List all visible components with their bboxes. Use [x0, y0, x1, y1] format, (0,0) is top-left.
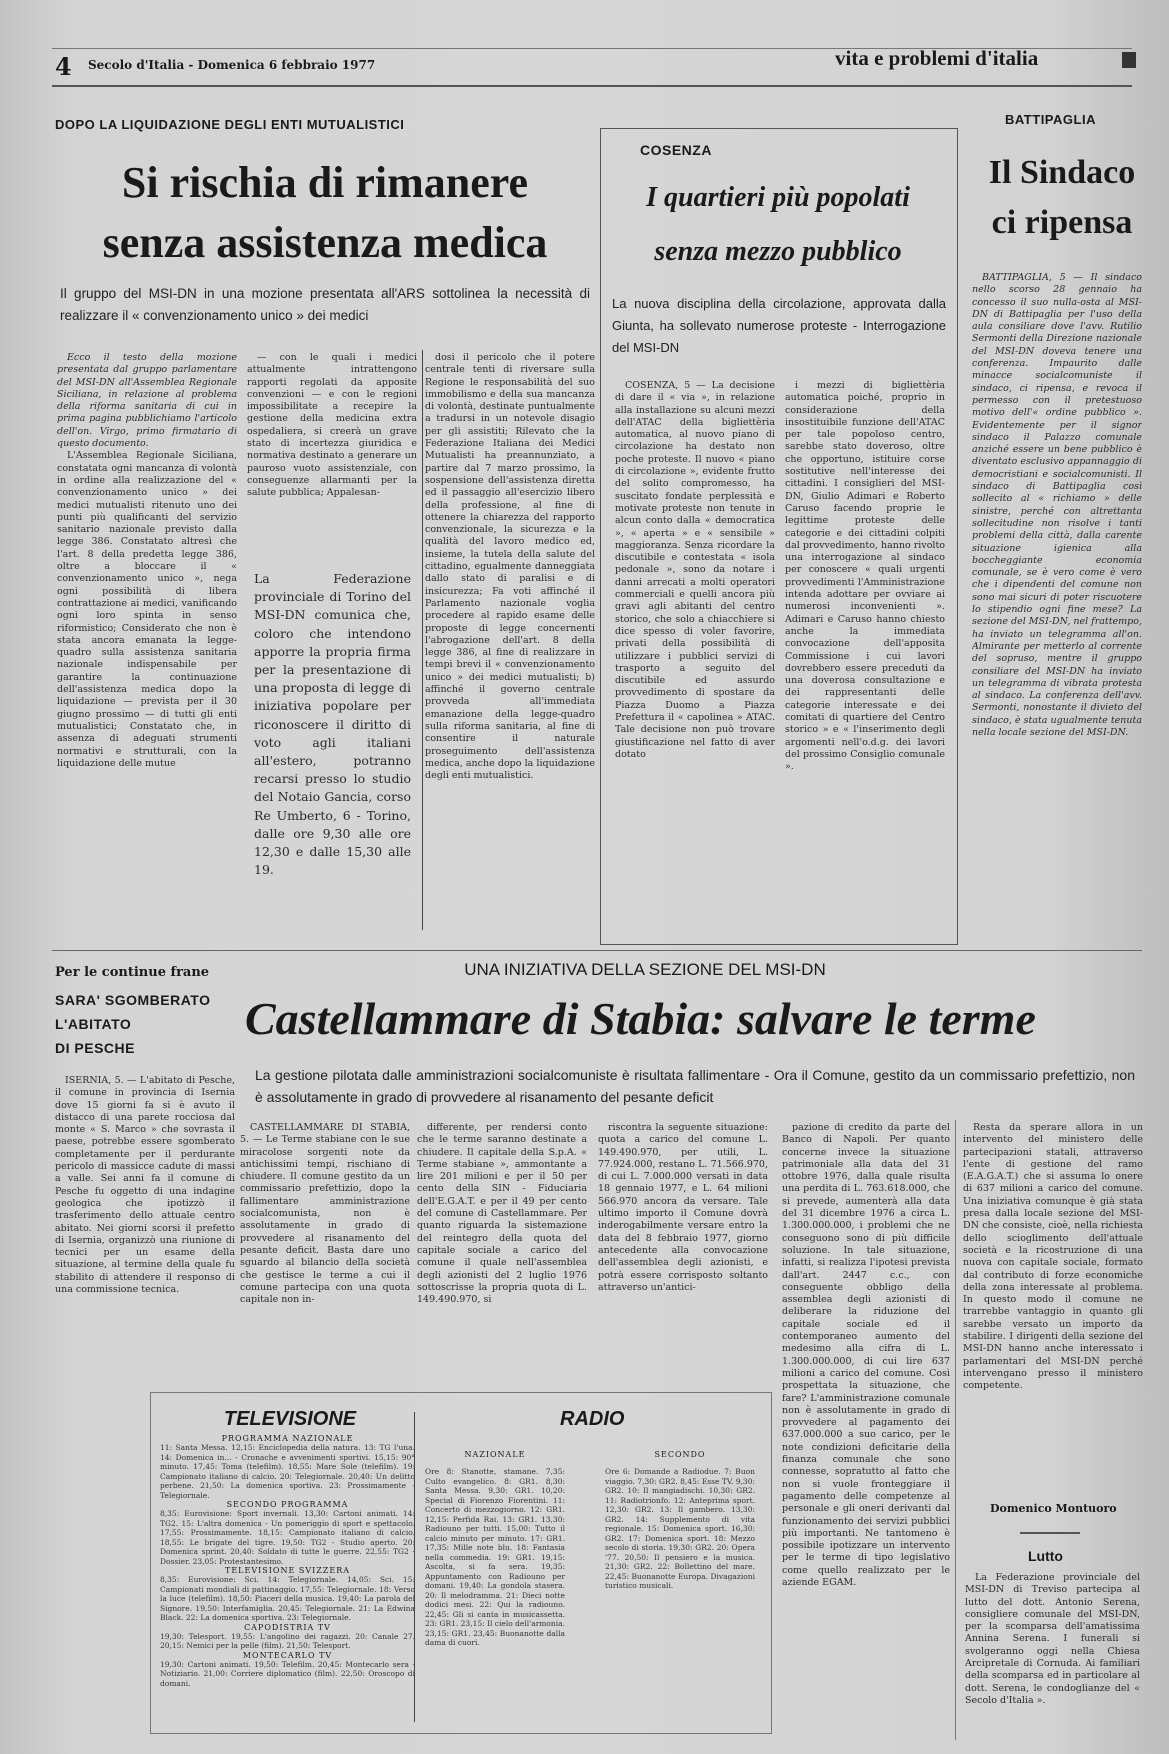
column-divider — [422, 350, 423, 930]
tv-section-name: CAPODISTRIA TV — [244, 1622, 331, 1632]
cosenza-body-1: COSENZA, 5 — La decisione di dare il « via », in relazione alla installazione su alcuni mezzi dell'ATAC della bigliettèria automatica, al nuovo piano di circolazione ha destato non poche proteste. Il nuovo « piano di circolazione », evidente frutto del solito compromesso, ha suscitato fondate perplessità e motivate proteste non tenute in alcun conto dalla « democratica », « aperta » e « sensibile » maggioranza. Senza ricordare la discutibile e contestata « isola pedonale », sono da notare i danni arrecati a molti operatori commerciali e quelli ancora più gravi agli abitanti del centro storico, che solo a chiacchiere si dice spesso di voler favorire, privati della possibilità di utilizzare i pubblici servizi di trasporto a seguito del discutibile ed assurdo provvedimento di spostare da Piazza Duomo a Piazza Prefettura il « capolinea » ATAC. Tale decisione non può trovare giustificazione nel fatto di aver dotato — [615, 380, 775, 760]
medical-kicker: DOPO LA LIQUIDAZIONE DEGLI ENTI MUTUALISTICI — [55, 117, 405, 132]
radio-nazionale-text: Ore 8: Stanotte, stamane. 7,35: Culto evangelico. 8: GR1. 8,30: Santa Messa. 9,30: GR1. 10,20: Special di Fiorenzo Fiorentini. 11: Concerto di mezzogiorno. 12: GR1. 12,15: Perfida Rai. 13: GR1. 13,30: Radiouno per tutti. 15,00: Tutto il calcio minuto per minuto. 17: GR1. 17,35: Mille note blu. 18: Fantasia nella commedia. 19: GR1. 19,15: Ascolta, si fa sera. 19,35: Appuntamento con Radiouno per domani. 19,40: La gondola stasera. 20: Il melodramma. 21: Dieci notte dodici mesi. 22: Qui la radiouno. 22,45: Gli si canta in musicassetta. 23: GR1. 23,15: Il cielo dell'armonia. 23,15: GR1. 23,45: Buonanotte dalla dama di cuori. — [425, 1467, 565, 1647]
stabia-body-1: CASTELLAMMARE DI STABIA, 5. — Le Terme stabiane con le sue miracolose sorgenti note da antichissimi tempi, rischiano di chiudere. Il comune gestito da un commissario prefettizio, dopo la fallimentare amministrazione socialcomunista, non è assolutamente in grado di provvedere al risanamento del pesante deficit. Basta dare uno sguardo al bilancio della società che gestisce le terme a cui il comune partecipa con una quota capitale non in- — [240, 1122, 410, 1306]
stabia-column-1 — [240, 1122, 410, 1377]
newspaper-dateline: Secolo d'Italia - Domenica 6 febbraio 1977 — [88, 58, 376, 72]
radio-secondo-text: Ore 6: Domande a Radiodue. 7: Buon viaggio. 7,30: GR2. 8,45: Esse TV. 9,30: GR2. 10: Il mangiadischi. 10,30: GR2. 11: Radiotrionfo. 12: Anteprima sport. 12,30: GR2. 13: Il gambero. 13,30: GR2. 14: Supplemento di vita regionale. 15: Domenica sport. 16,30: GR2. 17: Domenica sport. 18: Mezzo secolo di storia. 19,30: GR2. 20: Opera '77. 20,50: Il pensiero e la musica. 21,30: GR2. 22: Bollettino del mare. 22,45: Buonanotte Europa. Divagazioni turistico musicali. — [605, 1467, 755, 1590]
stabia-column-5 — [963, 1122, 1143, 1497]
medical-column-1 — [57, 352, 237, 932]
torino-notice-box — [250, 558, 415, 928]
tv-section-text: 19,30: Cartoni animati. 19,50: Telefilm. 20,45: Montecarlo sera - Notiziario. 21,00: Corriere diplomatico (film). 22,50: Oroscopo di domani. — [160, 1659, 415, 1688]
medical-body-1: L'Assemblea Regionale Siciliana, constatata ogni mancanza di volontà in ordine alla realizzazione del « convenzionamento unico » dei medici mutualisti ritenuto uno dei punti più qualificanti del servizio sanitario nazionale previsto dalla legge 386. Constatato altresì che l'art. 8 della predetta legge 386, oltre a bloccare il « convenzionamento unico », nega ogni possibilità di libera contrattazione ai medici, vanificando ogni loro spinta in senso riformistico; Considerato che non è stata ancora emanata la legge-quadro sulla assistenza sanitaria nazionale indispensabile per garantire la continuazione dell'assistenza medica dopo la liquidazione — prevista per il 30 giugno prossimo — di tutti gli enti mutualistici; Constatato che, in assenza di adeguati strumenti normativi e strutturali, con la liquidazione delle mutue — [57, 450, 237, 769]
lutto-body-column — [965, 1572, 1140, 1732]
cosenza-headline-line2: senza mezzo pubblico — [654, 236, 902, 267]
tv-section-text: 8,35: Eurovisione: Sport invernali. 13,30: Cartoni animati. 14: TG2. 15: L'altra domenica - Un pomeriggio di sport e spettacolo. 17,55: Prossimamente. 18,15: Campionato italiano di calcio. 18,55: Le brigate del tigre. 19,50: TG2 - Studio aperto. 20: Domenica sprint. 20,40: Soldato di tutte le guerre. 22,55: TG2 - Dossier. 23,05: Protestantesimo. — [160, 1509, 415, 1566]
medical-column-2 — [247, 352, 417, 552]
battipaglia-headline-line2: ci ripensa — [991, 204, 1133, 241]
page-number: 4 — [55, 52, 72, 81]
column-divider-right — [955, 1120, 956, 1740]
pesche-body-column — [55, 1075, 235, 1380]
stabia-headline: Castellammare di Stabia: salvare le terme — [245, 993, 1036, 1044]
tv-section-name: SECONDO PROGRAMMA — [226, 1500, 349, 1509]
medical-headline-line1: Si rischia di rimanere — [121, 158, 529, 207]
medical-intro: Ecco il testo della mozione presentata dal gruppo parlamentare del MSI-DN all'Assemblea Regionale Siciliana, in relazione al problema della riforma sanitaria di cui in prima pagina pubblichiamo l'articolo dell'on. Virgo, primo firmatario di questo documento. — [57, 352, 237, 450]
tv-section-name: MONTECARLO TV — [242, 1650, 333, 1660]
section-divider-rule — [52, 950, 1142, 951]
tv-section-text: 11: Santa Messa. 12,15: Enciclopedia della natura. 13: TG l'una. 14: Domenica in... - Cronache e avvenimenti sportivi. 15,15: 90° minuto. 17,45: Toma (telefilm). 18,55: Mare Sole (telefilm). 19: Campionato italiano di calcio. 20: Telegiornale. 20,40: Un delitto perbene. 21,50: La domenica sportiva. 23: Prossimamente - Telegiornale. — [160, 1443, 415, 1500]
stabia-body-2: differente, per rendersi conto che le terme saranno destinate a chiudere. Il capitale della S.p.A. « Terme stabiane », ammontante a lire 201 milioni e per il 50 per cento della SIN - Fiduciaria dell'E.G.A.T. e per il 49 per cento del comune di Castellammare. Per quanto riguarda la sistemazione del reintegro della quota del capitale sociale a carico del comune il quale nell'assemblea degli azionisti del 2 luglio 1976 sottoscrisse la propria quota di L. 149.490.970, si — [417, 1122, 587, 1306]
stabia-body-4: pazione di credito da parte del Banco di Napoli. Per quanto concerne invece la situazione patrimoniale alla data del 31 ottobre 1976, dalla quale risulta una perdita di L. 763.618.000, che si prevede, aumenterà alla data del 31 dicembre 1976 a circa L. 1.300.000.000, i problemi che ne conseguono sono di più difficile soluzione. In tale situazione, infatti, si realizza l'ipotesi prevista dall'art. 2447 c.c., con conseguente obbligo della assemblea degli azionisti di deliberare la riduzione del capitale sociale ed il contemporaneo aumento del medesimo alla cifra di L. 1.300.000.000, di cui lire 637 milioni a carico del comune. Così prospettata la situazione, che fare? L'amministrazione comunale non è assolutamente in grado di provvedere al pagamento dei 637.000.000 a suo carico, per le note condizioni deficitarie della finanza comunale che sono connesse, sopratutto al fatto che non si vuole fronteggiare il pagamento delle competenze al personale e gli oneri derivanti dal funzionamento dei servizi pubblici più importanti. Ne tantomeno è possibile ipotizzare un intervento per le terme di tipo legislativo come quello realizzato per le aziende EGAM. — [782, 1122, 950, 1588]
radio-secondo — [605, 1450, 755, 1717]
stabia-column-2 — [417, 1122, 587, 1377]
lutto-title: Lutto — [1028, 1548, 1063, 1564]
pesche-headline-line1: SARA' SGOMBERATO — [55, 992, 211, 1008]
tv-section-text: 19,30: Telesport. 19,55: L'angolino dei ragazzi. 20: Canale 27. 20,15: Nemici per la pelle (film). 21,50: Telesport. — [160, 1631, 415, 1650]
stabia-kicker: UNA INIZIATIVA DELLA SEZIONE DEL MSI-DN — [464, 960, 826, 979]
tv-title: TELEVISIONE — [223, 1408, 357, 1430]
stabia-body-3: riscontra la seguente situazione: quota a carico del comune L. 149.490.970, per utili, L. 77.924.000, restano L. 71.566.970, di cui L. 7.000.000 versati in data 18 gennaio 1977, e L. 64 milioni 566.970 ancora da versare. Tale ultimo importo il Comune dovrà inderogabilmente versare entro la data del 8 febbraio 1977, giorno antecedente alla convocazione dell'assemblea degli azionisti, e potrà essere corrisposto soltanto attraverso un'antici- — [598, 1122, 768, 1293]
tv-listings — [160, 1434, 415, 1688]
battipaglia-headline-line1: Il Sindaco — [988, 154, 1136, 191]
tv-section-name: TELEVISIONE SVIZZERA — [224, 1566, 351, 1575]
pesche-headline-line2: L'ABITATO — [55, 1016, 132, 1032]
cosenza-column-2 — [785, 380, 945, 935]
torino-notice-text: La Federazione provinciale di Torino del MSI-DN comunica che, coloro che intendono apporre la propria firma per la presentazione di una proposta di legge di iniziativa popolare per riconoscere il diritto di voto agli italiani all'estero, potranno recarsi presso lo studio del Notaio Gancia, corso Re Umberto, 6 - Torino, dalle ore 9,30 alle ore 12,30 e dalle 15,30 alle 19. — [254, 571, 411, 878]
stabia-column-3 — [598, 1122, 768, 1377]
cosenza-body-2: i mezzi di bigliettèria automatica poiché, proprio in considerazione della insostituibile funzione dell'ATAC per tale popoloso centro, sarebbe stato doveroso, oltre che opportuno, istituire corse sostitutive nell'interesse dei cittadini. I consiglieri del MSI-DN, Giulio Adimari e Roberto Caruso facendo proprie le legittime proteste delle categorie e dei cittadini colpiti dal provvedimento, hanno rivolto una interrogazione al sindaco per conoscere « quali urgenti provvedimenti l'Amministrazione intenda adottare per ovviare ai numerosi inconvenienti ». Adimari e Caruso hanno chiesto anche la immediata convocazione dell'apposita Commissione i cui lavori dovrebbero essere preceduti da una doverosa consultazione e dei rappresentanti delle categorie interessate e dei comitati di quartiere del Centro storico » e « l'inserimento degli argomenti nell'o.d.g. dei lavori del prossimo Consiglio comunale ». — [785, 380, 945, 773]
medical-headline-line2: senza assistenza medica — [102, 218, 548, 267]
radio-title: RADIO — [560, 1408, 625, 1430]
cosenza-kicker: COSENZA — [640, 142, 712, 158]
cosenza-subhead: La nuova disciplina della circolazione, approvata dalla Giunta, ha sollevato numerose proteste - Interrogazione del MSI-DN — [612, 296, 946, 355]
battipaglia-body-column — [972, 272, 1142, 932]
radio-nazionale-label: NAZIONALE — [464, 1450, 526, 1459]
section-title: vita e problemi d'italia — [835, 46, 1039, 70]
cosenza-column-1 — [615, 380, 775, 935]
radio-nazionale — [425, 1450, 565, 1717]
tv-section-text: 8,35: Eurovisione: Sci. 14: Telegiornale. 14,05: Sci. 15: Campionati mondiali di pattinaggio. 17,55: Telegiornale. 18: Verso la luce (telefilm). 18,50: Piaceri della musica. 19,40: La parola del Signore. 19,50: Interfamiglia. 20,45: Telegiornale. 21: La Edwina Black. 22: La domenica sportiva. 23: Telegiornale. — [160, 1575, 415, 1622]
tv-section-name: PROGRAMMA NAZIONALE — [221, 1434, 354, 1443]
stabia-column-4 — [782, 1122, 950, 1727]
tv-radio-divider — [414, 1412, 415, 1722]
header-bottom-rule — [52, 85, 1132, 87]
medical-body-3: dosi il pericolo che il potere centrale tenti di riversare sulla Regione le responsabilità del suo immobilismo e della sua mancanza di volontà, destinate puntualmente a tradursi in un notevole disagio per gli assistiti; Rilevato che la Federazione Italiana dei Medici Mutualisti ha preannunziato, a partire dal 7 marzo prossimo, la sospensione dell'assistenza diretta ed il passaggio all'esercizio libero della professione, al fine di ottenere la chiarezza del rapporto convenzionale, la sicurezza e la qualità del lavoro medico ed, insieme, la tutela della salute del cittadino, egualmente danneggiata dallo stato di paralisi e di insicurezza; Fa voti affinché il Parlamento nazionale voglia procedere al rapido esame delle proposte di legge concernenti l'abrogazione dell'art. 8 della legge 386, al fine di realizzare in tempi brevi il « convenzionamento unico » dei medici mutualisti; b) affinché il governo centrale provveda all'immediata emanazione della legge-quadro sulla riforma sanitaria, al fine di consentire il naturale proseguimento dell'assistenza medica, anche dopo la liquidazione degli enti mutualistici. — [425, 352, 595, 782]
cosenza-headline-line1: I quartieri più popolati — [646, 182, 910, 213]
medical-body-2: — con le quali i medici attualmente intrattengono rapporti regolati da apposite convenzioni — e con le regioni impossibilitate a recepire la gestione della medicina extra ospedaliera, si creerà un grave stato di incertezza giuridica e normativa destinato a generare un pauroso vuoto assistenziale, con conseguenze allarmanti per la salute pubblica; Appalesan- — [247, 352, 417, 499]
stabia-subhead: La gestione pilotata dalle amministrazioni socialcomuniste è risultata fallimentare - Ora il Comune, gestito da un commissario prefettizio, non è assolutamente in grado di provvedere al risanamento del pesante deficit — [255, 1067, 1135, 1105]
medical-column-3 — [425, 352, 595, 932]
pesche-headline-line3: DI PESCHE — [55, 1040, 135, 1056]
radio-secondo-label: SECONDO — [654, 1450, 706, 1459]
battipaglia-kicker: BATTIPAGLIA — [1005, 112, 1096, 127]
lutto-body: La Federazione provinciale del MSI-DN di Treviso partecipa al lutto del dott. Antonio Serena, consigliere comunale del MSI-DN, per la scomparsa dell'amatissima Annina Serena. I funerali si svolgeranno oggi nella Chiesa Arcipretale di Cornuda. Ai familiari della scomparsa ed in particolare al dott. Serena, le condoglianze del « Secolo d'Italia ». — [965, 1572, 1140, 1706]
section-logo-icon — [1122, 52, 1136, 68]
pesche-body: ISERNIA, 5. — L'abitato di Pesche, il comune in provincia di Isernia dove 15 giorni fa si è avuto il distacco di una parete rocciosa dal monte « S. Marco » che sovrasta il paese, potrebbe essere sgomberato completamente per il perdurante pericolo di massicce cadute di massi a valle. Sei anni fa il comune di Pesche fu oggetto di una indagine geologica che ipotizzò il trasferimento dello attuale centro abitato. Nei giorni scorsi il prefetto di Isernia, organizzò una riunione di tecnici per un esame della situazione, al termine della quale fu stabilito di attendere il responso di una commissione tecnica. — [55, 1075, 235, 1296]
medical-subhead: Il gruppo del MSI-DN in una mozione presentata all'ARS sottolinea la necessità di realizzare il « convenzionamento unico » dei medici — [60, 286, 590, 323]
pesche-kicker: Per le continue frane — [55, 965, 210, 980]
battipaglia-body: BATTIPAGLIA, 5 — Il sindaco nello scorso 28 gennaio ha concesso il suo nulla-osta al MSI-DN di Battipaglia per l'uso della aula consiliare dove l'avv. Rutilio Sermonti della Direzione nazionale del MSI-DN doveva tenere una conferenza. Impaurito dalle minacce socialcomuniste il sindaco, ci ripensa, e revoca il permesso con il pretestuoso motivo dell'« ordine pubblico ». Evidentemente per il signor sindaco il Palazzo comunale anziché essere un bene pubblico è diventato esclusivo appannaggio di democristiani e socialcomunisti. Il sindaco di Battipaglia così sollecito al « richiamo » delle sinistre, perché con altrettanta sollecitudine non risolve i tanti problemi della città, dalla carente situazione igienica alla boccheggiante economia comunale, se è vero come è vero che i dipendenti del comune non sono mai sicuri di poter riscuotere lo stipendio ogni fine mese? La sezione del MSI-DN, nel frattempo, ha inviato un telegramma all'on. Almirante per metterlo al corrente del sopruso, mentre il gruppo consiliare del MSI-DN ha inviato un telegramma di vibrata protesta al sindaco. La conferenza dell'avv. Sermonti, nonostante il divieto del sindaco, è stata ugualmente tenuta nella locale sezione del MSI-DN. — [972, 272, 1142, 738]
stabia-byline: Domenico Montuoro — [990, 1502, 1117, 1515]
stabia-body-5: Resta da sperare allora in un intervento del ministero delle partecipazioni statali, attraverso l'ente di gestione del ramo (E.A.G.A.T.) che si assuma lo onere di 637 milioni a carico del comune. Una iniziativa comunque è già stata presa dalla locale sezione del MSI-DN che consiste, cioè, nella richiesta dello scioglimento dell'attuale società e la ricostruzione di una nuova con capitale sociale, formato dal contributo di forze economiche della zona interessate al problema. In questo modo il comune ne trarrebbe vantaggio in quanto gli sarebbe versato un importo da stabilire. I dirigenti della sezione del MSI-DN hanno anche interessato i parlamentari del MSI-DN perché intervengano presso il ministero competente. — [963, 1122, 1143, 1392]
lutto-rule — [1020, 1532, 1080, 1534]
